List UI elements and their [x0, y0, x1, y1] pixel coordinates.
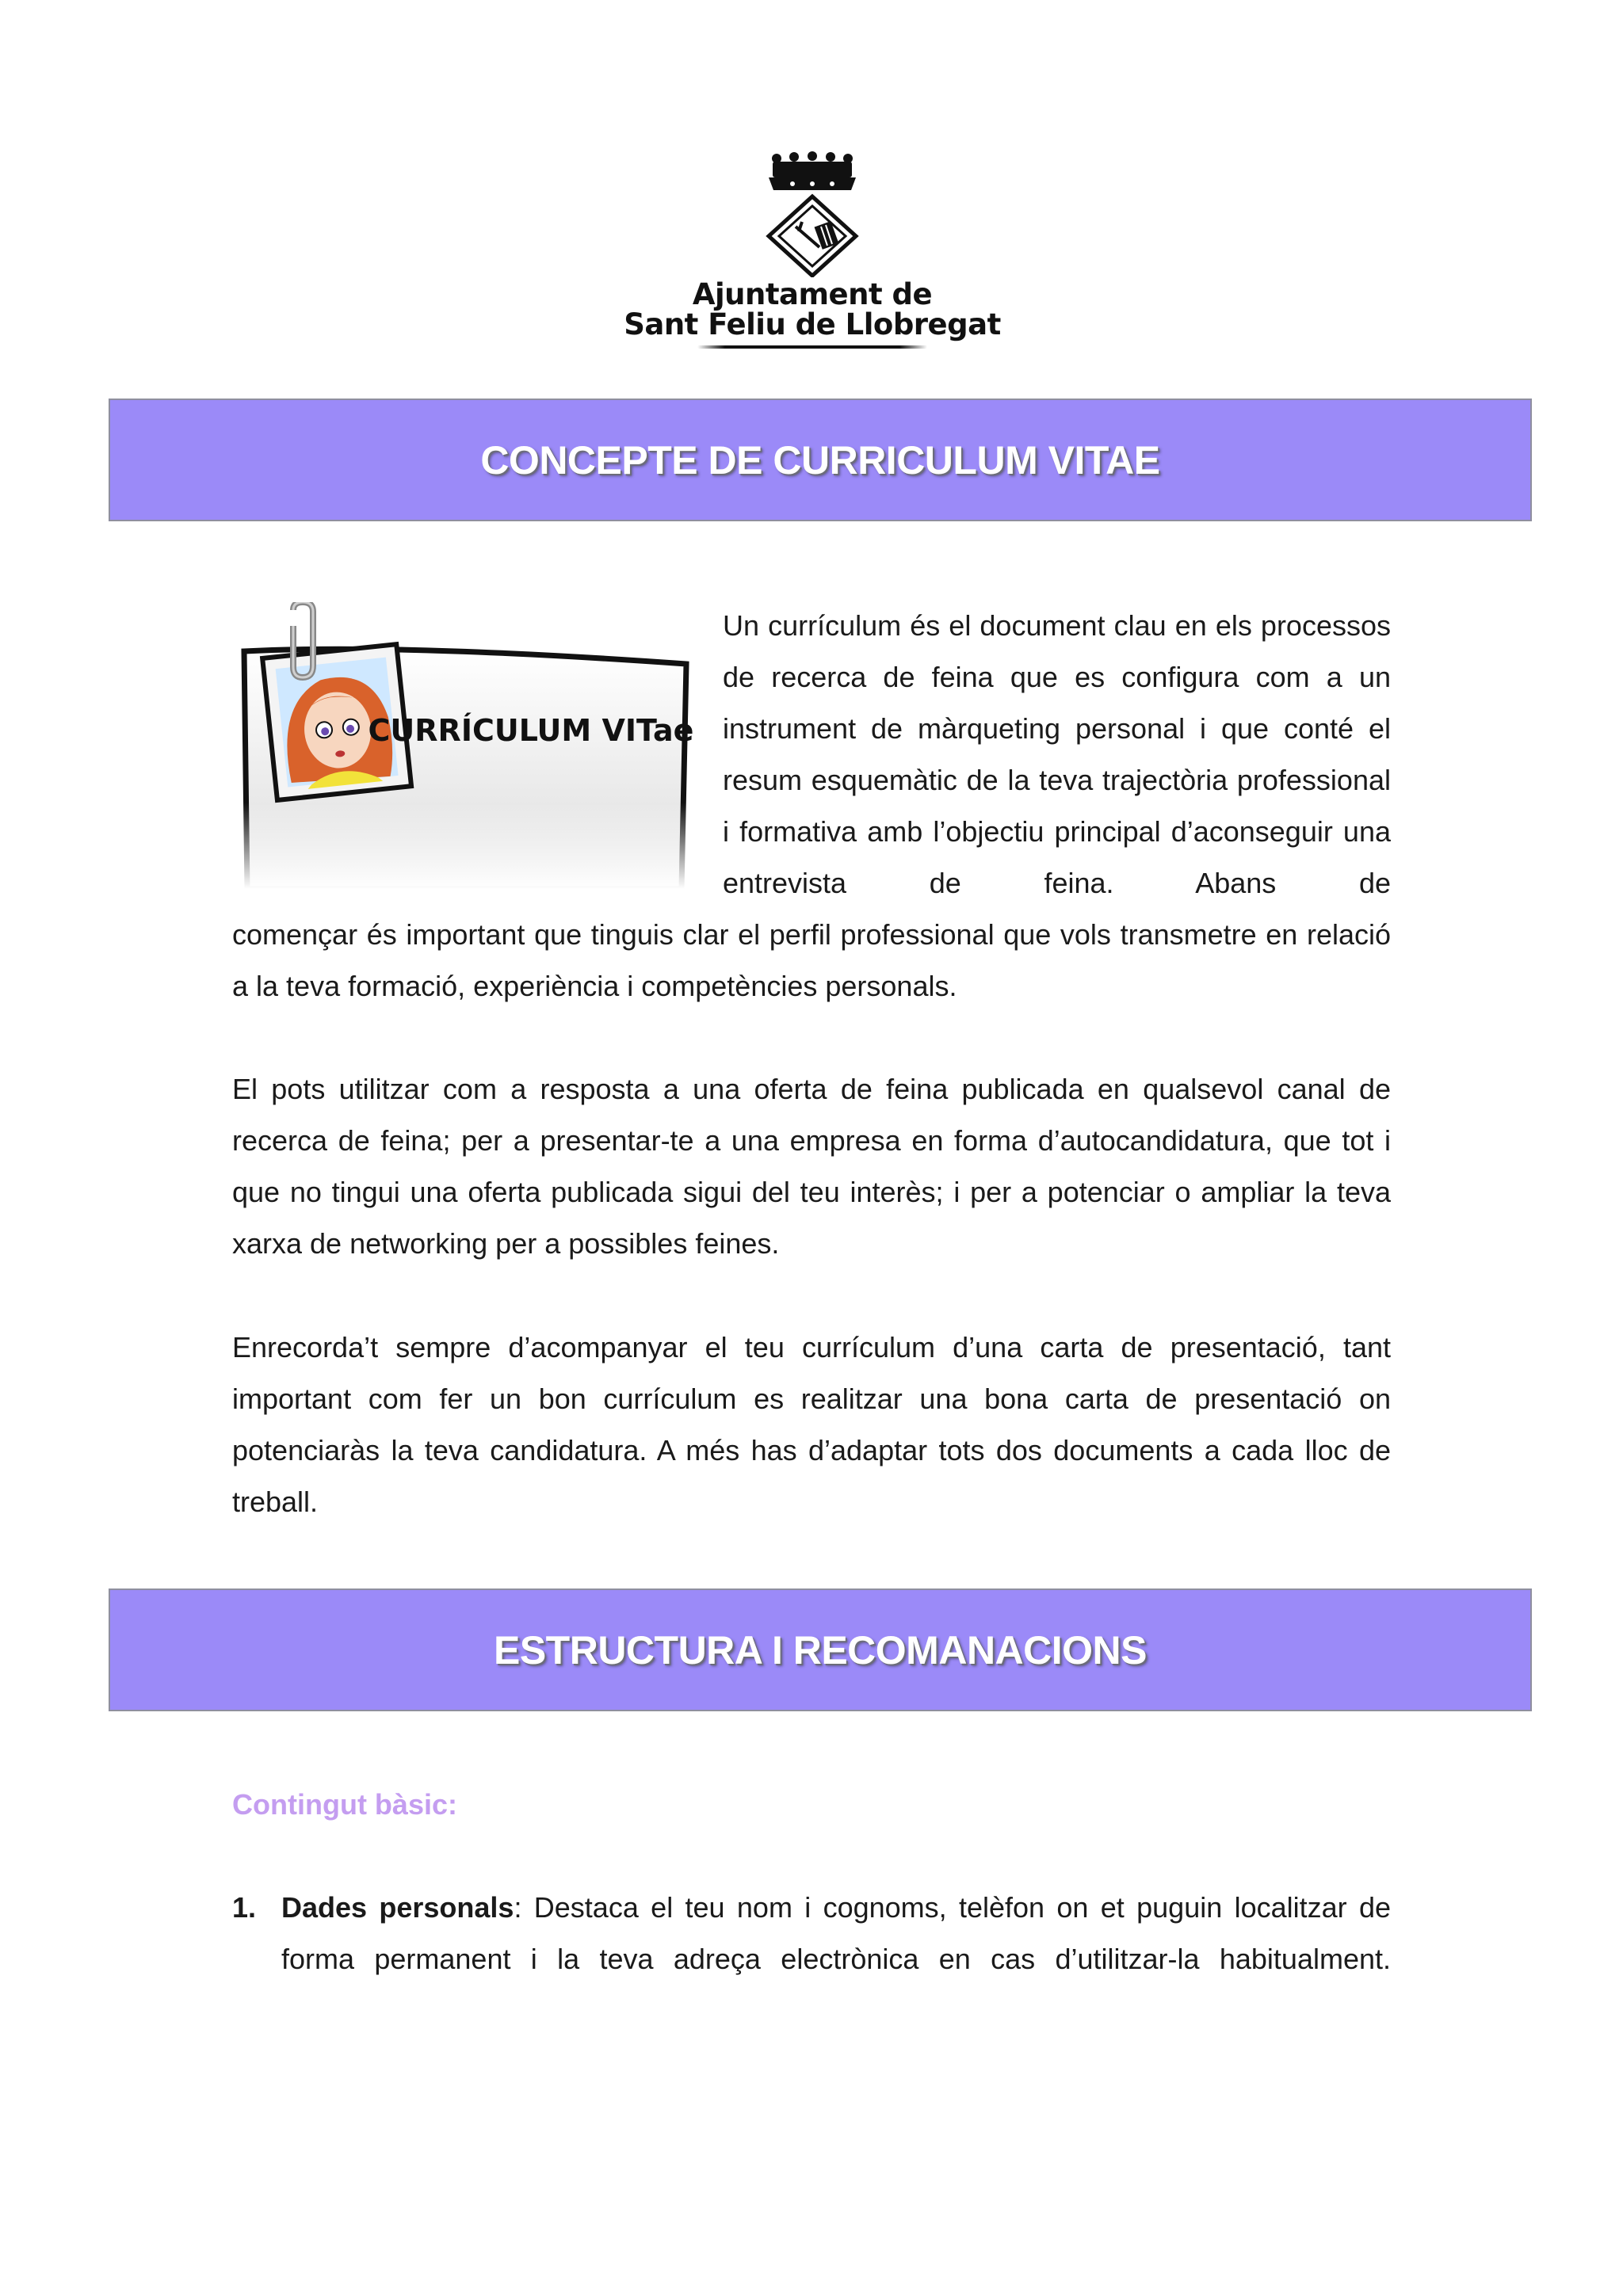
paragraph-definition-part1: Un currículum és el document clau en els processos de recerca de feina que es configura com a un instrument de màrqueting personal i que conté el resum esquemàtic de la teva trajectòria professional i formativa amb l’objectiu principal d’aconseguir una entrevista de feina. Abans de — [723, 609, 1391, 899]
paragraph-definition-part2: començar és important que tinguis clar el perfil professional que vols transmetre en relació a la teva formació, experiència i competències personals. — [232, 918, 1391, 1002]
list-item-term: Dades personals — [281, 1891, 514, 1924]
list-item-body — [281, 1882, 1391, 1985]
section-banner-concept — [109, 399, 1532, 521]
paragraph-cover-letter: Enrecorda’t sempre d’acompanyar el teu currículum d’una carta de presentació, tant important com fer un bon currículum es realitzar una bona carta de presentació on potenciaràs la teva candidatura. A més has d’adaptar tots dos documents a cada lloc de treball. — [232, 1331, 1391, 1518]
curriculum-vitae-illustration — [238, 602, 693, 889]
logo-line-1: Ajuntament de — [692, 277, 933, 311]
list-item — [232, 1882, 1391, 1985]
logo-line-2: Sant Feliu de Llobregat — [624, 307, 1001, 341]
list-item-number: 1. — [232, 1891, 257, 1924]
section-title: ESTRUCTURA I RECOMANACIONS — [493, 1627, 1148, 1672]
list-item-text: : Destaca el teu nom i cognoms, telèfon on et puguin localitzar de forma permanent i la teva adreça electrònica en cas d’utilitzar-la habitualment. — [281, 1891, 1391, 1975]
paragraph-uses: El pots utilitzar com a resposta a una oferta de feina publicada en qualsevol canal de recerca de feina; per a presentar-te a una empresa en forma d’autocandidatura, que tot i que no tingui una oferta publicada sigui del teu interès; i per a potenciar o ampliar la teva xarxa de networking per a possibles feines. — [232, 1073, 1391, 1260]
content-subheading: Contingut bàsic: — [232, 1788, 457, 1821]
section-title: CONCEPTE DE CURRICULUM VITAE — [480, 437, 1160, 482]
section-banner-structure — [109, 1589, 1532, 1711]
municipal-logo — [610, 151, 1014, 364]
coat-of-arms-icon — [761, 151, 864, 277]
logo-underline — [697, 345, 927, 349]
